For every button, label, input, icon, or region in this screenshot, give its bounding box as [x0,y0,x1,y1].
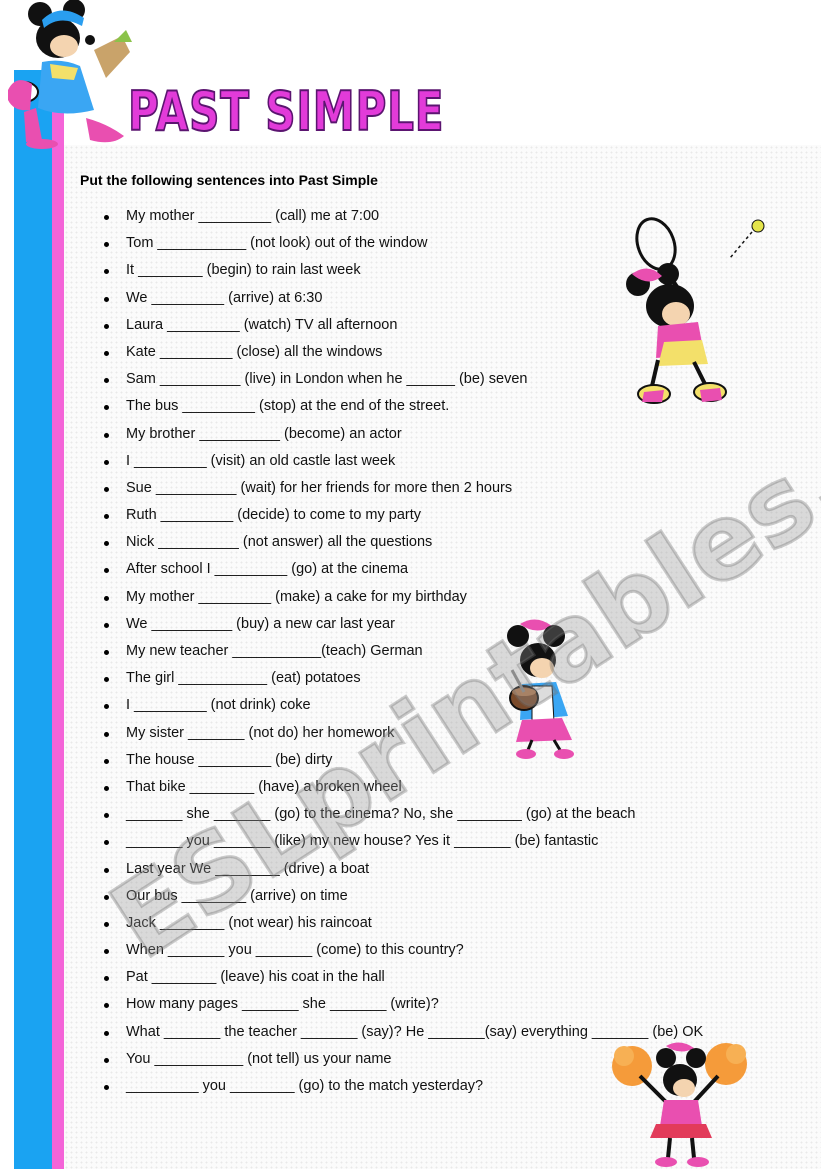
exercise-item: My brother __________ (become) an actor [100,421,790,448]
exercise-item: You ___________ (not tell) us your name [100,1046,790,1073]
exercise-item: _________ you ________ (go) to the match yesterday? [100,1073,790,1100]
left-blue-stripe [14,70,52,1169]
exercise-item: Kate _________ (close) all the windows [100,339,790,366]
exercise-item: After school I _________ (go) at the cinema [100,556,790,583]
exercise-item: Jack ________ (not wear) his raincoat [100,910,790,937]
exercise-item: Our bus ________ (arrive) on time [100,883,790,910]
exercise-item: The house _________ (be) dirty [100,747,790,774]
exercise-item: My mother _________ (call) me at 7:00 [100,203,790,230]
exercise-item: That bike ________ (have) a broken wheel [100,774,790,801]
exercise-item: I _________ (visit) an old castle last week [100,448,790,475]
exercise-item: It ________ (begin) to rain last week [100,257,790,284]
exercise-item: What _______ the teacher _______ (say)? He _______(say) everything _______ (be) OK [100,1019,790,1046]
exercise-item: Sam __________ (live) in London when he ______ (be) seven [100,366,790,393]
exercise-item: I _________ (not drink) coke [100,692,790,719]
exercise-item: Laura _________ (watch) TV all afternoon [100,312,790,339]
exercise-item: The bus _________ (stop) at the end of the street. [100,393,790,420]
exercise-list [100,203,790,1100]
exercise-item: _______ you _______ (like) my new house? Yes it _______ (be) fantastic [100,828,790,855]
exercise-item: My new teacher ___________(teach) German [100,638,790,665]
exercise-item: The girl ___________ (eat) potatoes [100,665,790,692]
left-pink-stripe [52,70,64,1169]
exercise-item: We __________ (buy) a new car last year [100,611,790,638]
exercise-item: We _________ (arrive) at 6:30 [100,285,790,312]
exercise-item: Pat ________ (leave) his coat in the hall [100,964,790,991]
exercise-item: Nick __________ (not answer) all the questions [100,529,790,556]
exercise-item: Tom ___________ (not look) out of the window [100,230,790,257]
exercise-item: How many pages _______ she _______ (write)? [100,991,790,1018]
exercise-item: Sue __________ (wait) for her friends for more then 2 hours [100,475,790,502]
exercise-item: My mother _________ (make) a cake for my birthday [100,584,790,611]
exercise-item: Ruth _________ (decide) to come to my party [100,502,790,529]
exercise-item: When _______ you _______ (come) to this country? [100,937,790,964]
exercise-item: _______ she _______ (go) to the cinema? No, she ________ (go) at the beach [100,801,790,828]
page-title: PAST SIMPLE [128,80,445,143]
minnie-mouse-shopping-illustration [2,0,142,150]
exercise-item: Last year We ________ (drive) a boat [100,856,790,883]
exercise-item: My sister _______ (not do) her homework [100,720,790,747]
instruction-text: Put the following sentences into Past Simple [80,172,378,188]
